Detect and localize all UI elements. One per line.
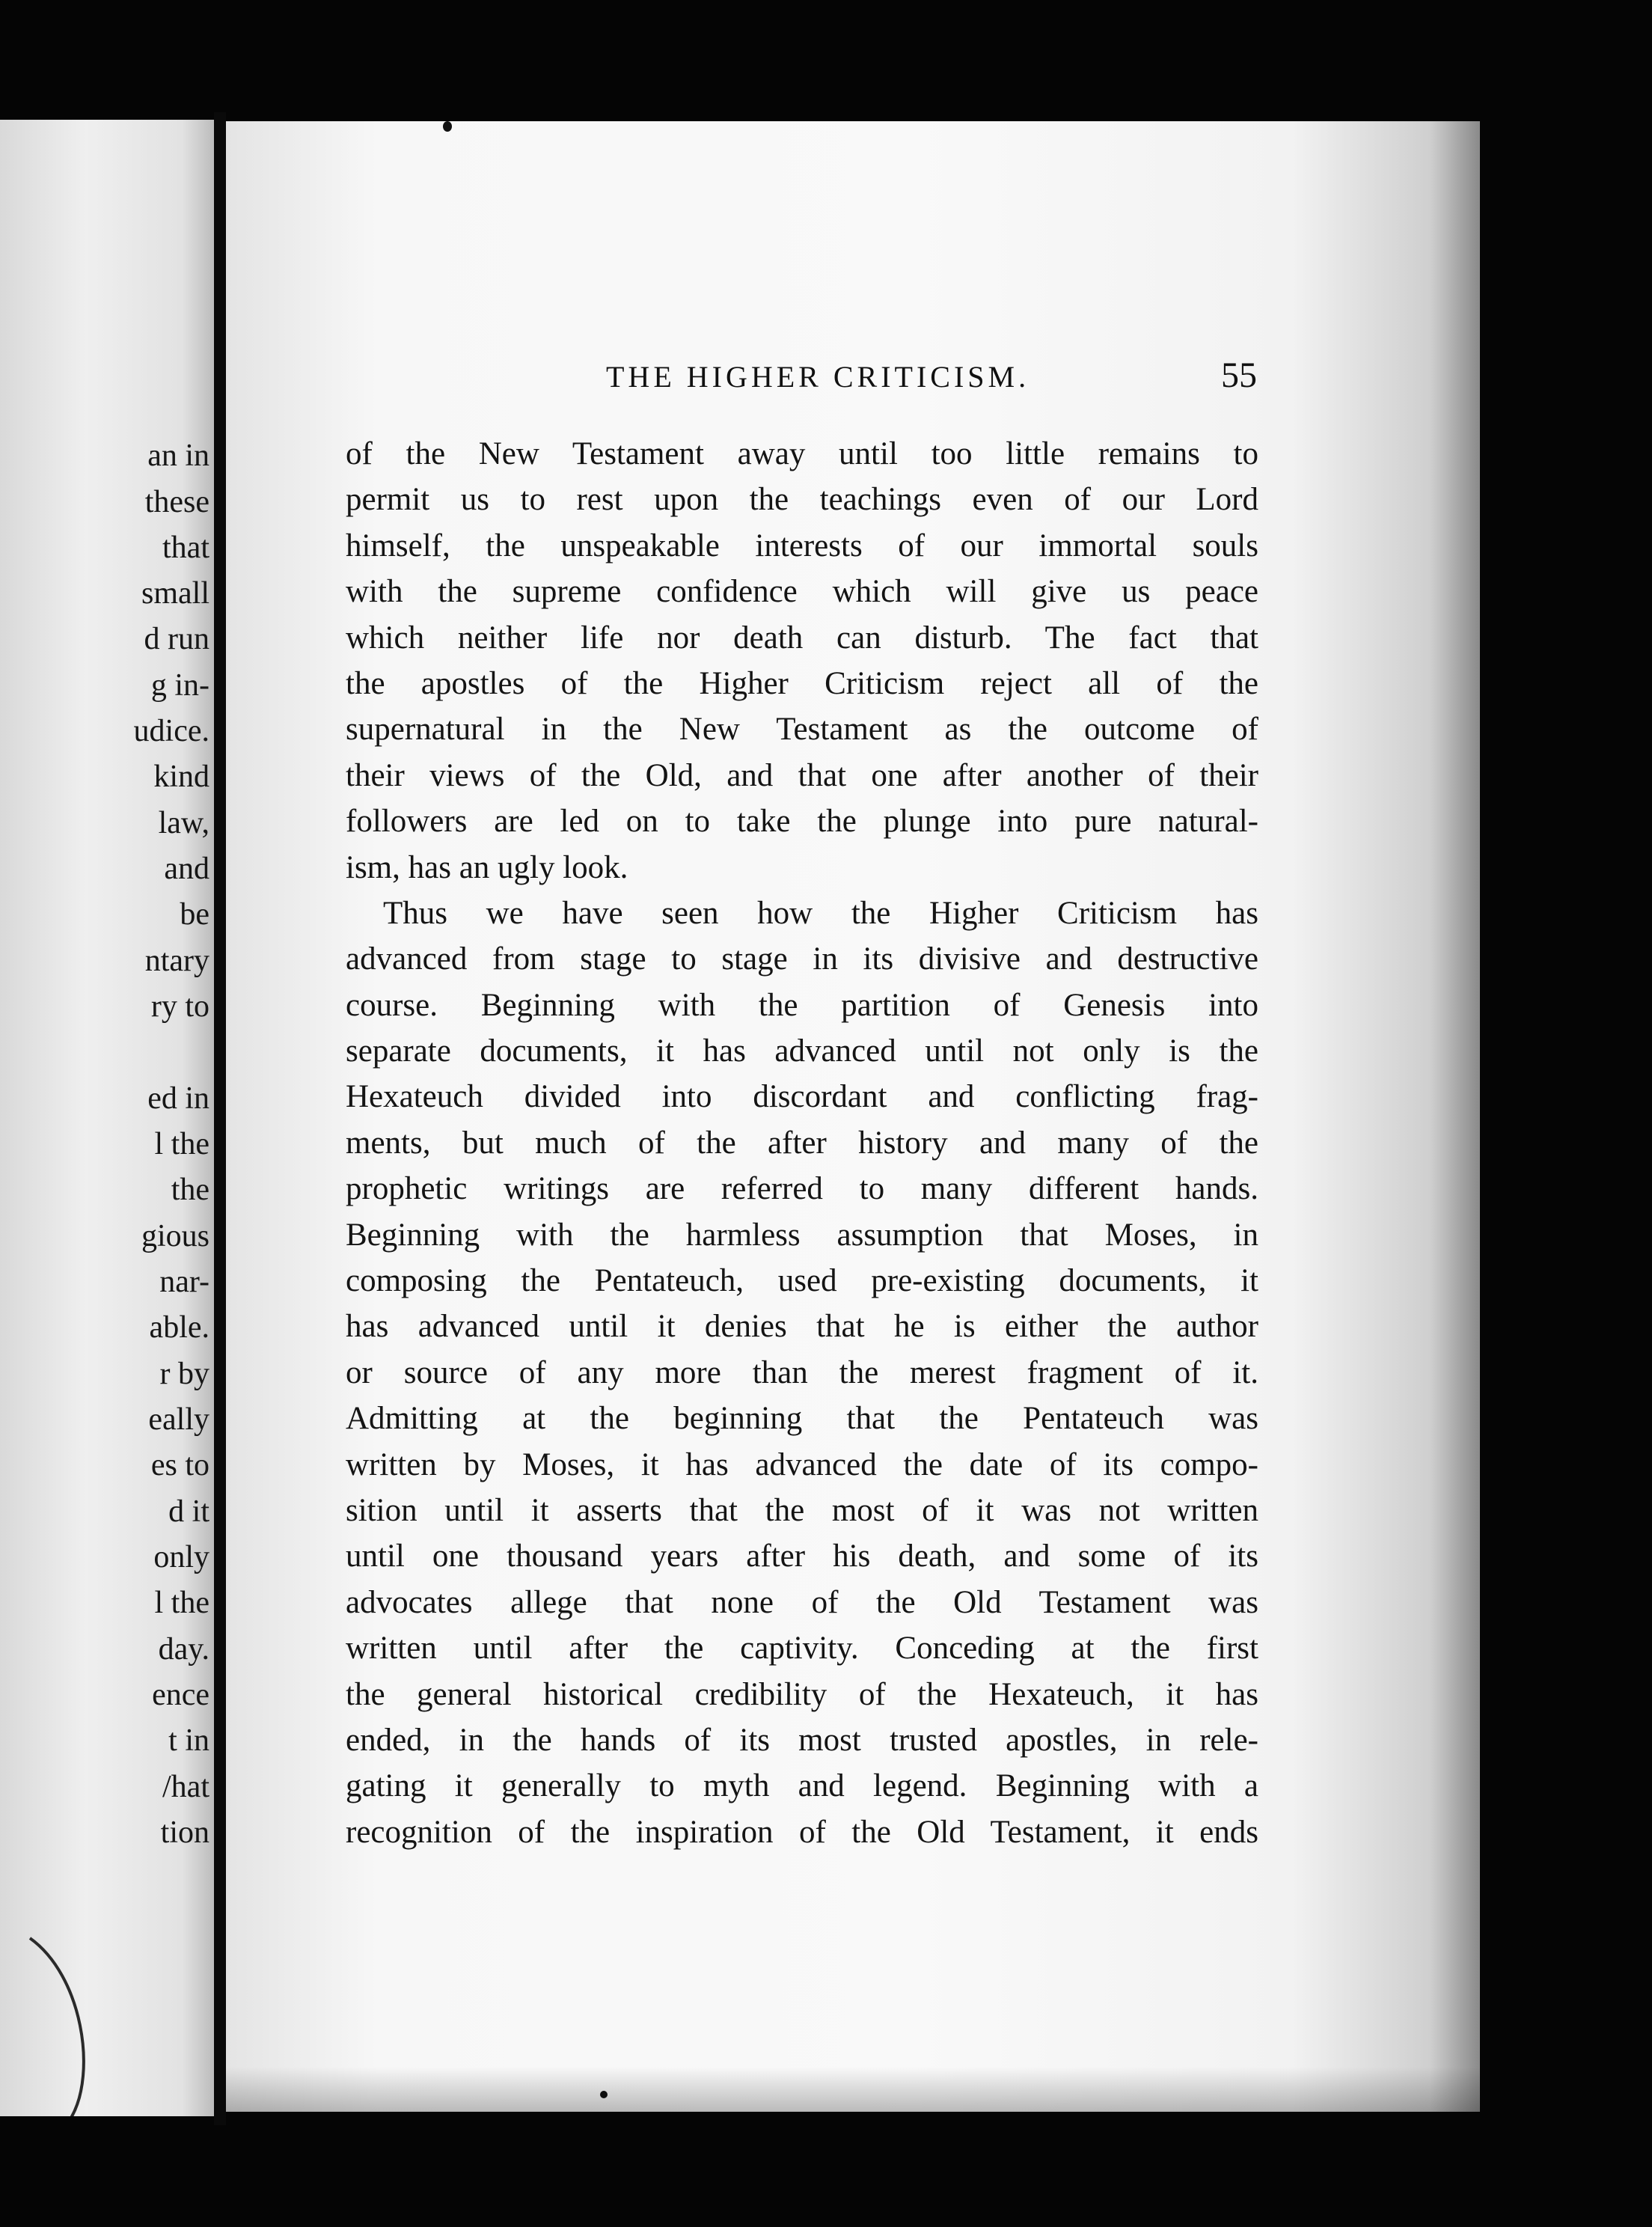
text-line: written by Moses, it has advanced the date of its compo- <box>346 1447 1258 1482</box>
text-line: himself, the unspeakable interests of our immortal souls <box>346 528 1258 563</box>
left-page-line: the <box>171 1173 209 1207</box>
left-page-line: udice. <box>133 714 209 748</box>
left-page-line: gious <box>141 1219 209 1253</box>
text-line: their views of the Old, and that one after another of their <box>346 757 1258 793</box>
page-edge-shadow <box>226 2067 1480 2112</box>
text-line: or source of any more than the merest fragment of it. <box>346 1354 1258 1390</box>
text-line: the general historical credibility of the Hexateuch, it has <box>346 1676 1258 1712</box>
left-page-line: that <box>162 531 209 565</box>
left-page-line <box>0 1029 209 1075</box>
left-page-line: r by <box>159 1357 209 1391</box>
left-page-line: ntary <box>144 944 209 978</box>
binding-gutter <box>214 112 226 2125</box>
text-line: ments, but much of the after history and many of the <box>346 1125 1258 1161</box>
text-line: has advanced until it denies that he is either the author <box>346 1309 1258 1345</box>
text-line: composing the Pentateuch, used pre-existing documents, it <box>346 1263 1258 1299</box>
left-page-line: ed in <box>147 1081 209 1116</box>
left-page-line: l the <box>154 1586 209 1620</box>
text-line: Beginning with the harmless assumption that Moses, in <box>346 1217 1258 1253</box>
text-line: advanced from stage to stage in its divisive and destructive <box>346 941 1258 977</box>
left-page-line: nar- <box>159 1265 209 1299</box>
left-page-line: be <box>180 897 209 932</box>
left-page-line: small <box>141 576 209 611</box>
text-line: of the New Testament away until too little remains to <box>346 436 1258 471</box>
running-head: THE HIGHER CRITICISM. <box>606 360 1030 394</box>
text-line: Hexateuch divided into discordant and conflicting frag- <box>346 1079 1258 1115</box>
text-line: Thus we have seen how the Higher Criticism has <box>383 895 1258 931</box>
ink-speck <box>443 121 452 132</box>
left-page-line: able. <box>149 1310 209 1345</box>
left-page-line: d run <box>144 622 209 656</box>
left-page-line: an in <box>147 439 209 473</box>
left-page-line: ry to <box>150 989 209 1024</box>
text-line: the apostles of the Higher Criticism reject all of the <box>346 665 1258 701</box>
text-line: ism, has an ugly look. <box>346 849 628 885</box>
pencil-mark <box>0 1931 90 2116</box>
left-page-line: /hat <box>162 1770 209 1804</box>
left-page-line: kind <box>153 760 209 794</box>
left-page-line: t in <box>168 1723 209 1758</box>
left-page-line: only <box>153 1540 209 1574</box>
text-line: prophetic writings are referred to many different hands. <box>346 1171 1258 1207</box>
page-number: 55 <box>1221 355 1257 395</box>
text-line: supernatural in the New Testament as the outcome of <box>346 712 1258 748</box>
left-page-line: tion <box>160 1815 209 1850</box>
left-page-line: d it <box>168 1494 209 1529</box>
text-line: which neither life nor death can disturb. The fact that <box>346 620 1258 656</box>
text-line: sition until it asserts that the most of it was not written <box>346 1492 1258 1528</box>
body-text <box>346 431 1258 1855</box>
text-line: gating it generally to myth and legend. Beginning with a <box>346 1768 1258 1804</box>
text-line: followers are led on to take the plunge into pure natural- <box>346 804 1258 840</box>
text-line: permit us to rest upon the teachings even of our Lord <box>346 482 1258 518</box>
text-line: course. Beginning with the partition of Genesis into <box>346 987 1258 1023</box>
text-line: ended, in the hands of its most trusted apostles, in rele- <box>346 1722 1258 1758</box>
left-page-fragment <box>0 120 214 2116</box>
left-page-line: es to <box>150 1448 209 1482</box>
left-page-line: law, <box>158 806 209 840</box>
left-page-line: eally <box>148 1402 209 1437</box>
text-line: separate documents, it has advanced until not only is the <box>346 1033 1258 1069</box>
text-line: written until after the captivity. Conceding at the first <box>346 1631 1258 1667</box>
text-line: until one thousand years after his death, and some of its <box>346 1539 1258 1574</box>
text-line: advocates allege that none of the Old Testament was <box>346 1584 1258 1620</box>
left-page-line: l the <box>154 1127 209 1161</box>
left-page-line: day. <box>158 1632 209 1667</box>
left-page-line: these <box>144 485 209 519</box>
text-line: with the supreme confidence which will give us peace <box>346 574 1258 610</box>
left-page-line: g in- <box>150 668 209 703</box>
left-page-line: ence <box>152 1678 209 1712</box>
left-page-line: and <box>164 852 209 886</box>
text-line: recognition of the inspiration of the Old Testament, it ends <box>346 1814 1258 1850</box>
book-page <box>226 121 1480 2112</box>
text-line: Admitting at the beginning that the Pentateuch was <box>346 1401 1258 1437</box>
